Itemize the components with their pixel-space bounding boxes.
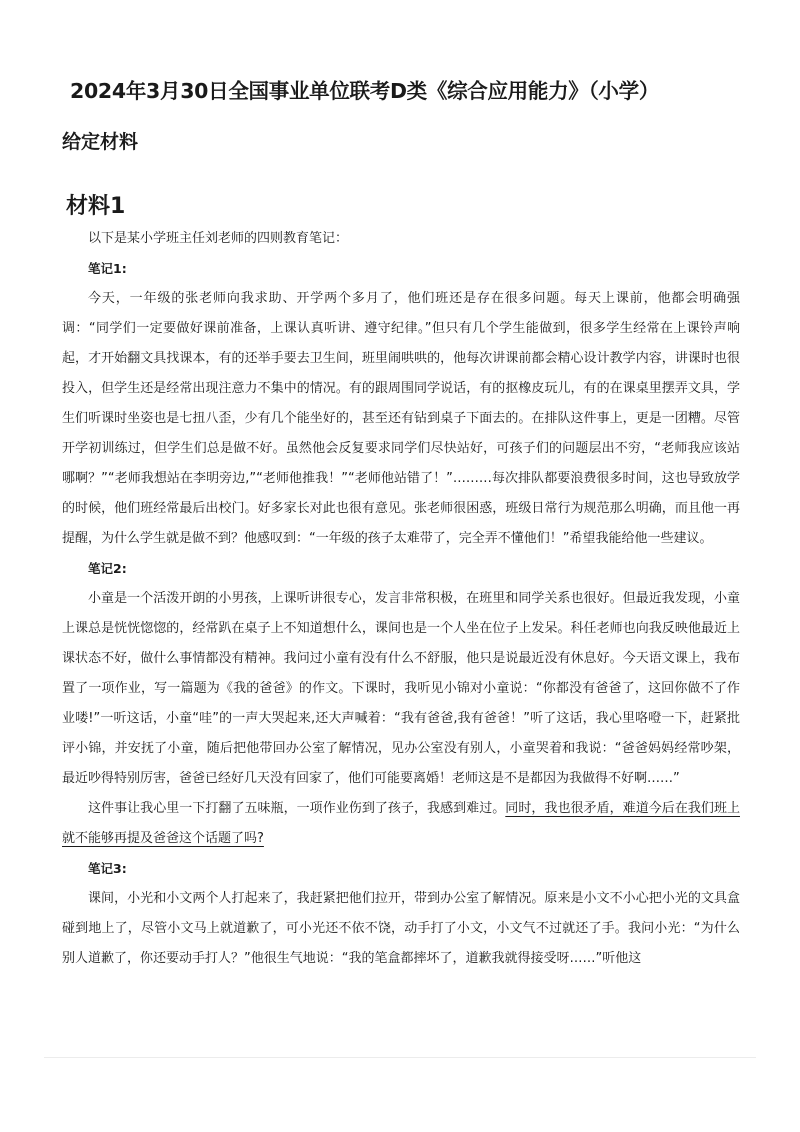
page-bottom-divider — [44, 1057, 756, 1058]
note2-paragraph-1: 小童是一个活泼开朗的小男孩，上课听讲很专心，发言非常积极，在班里和同学关系也很好。但最近我发现，小童上课总是恍恍惚惚的，经常趴在桌子上不知道想什么，课间也是一个人坐在位子上发呆。科任老师也向我反映他最近上课状态不好，做什么事情都没有精神。我问过小童有没有什么不舒服，他只是说最近没有休息好。今天语文课上，我布置了一项作业，写一篇题为《我的爸爸》的作文。下课时，我听见小锦对小童说：“你都没有爸爸了，这回你做不了作业喽!”一听这话，小童“哇”的一声大哭起来,还大声喊着：“我有爸爸,我有爸爸！”听了这话，我心里咯噔一下，赶紧批评小锦，并安抚了小童，随后把他带回办公室了解情况，见办公室没有别人，小童哭着和我说：“爸爸妈妈经常吵架，最近吵得特别厉害，爸爸已经好几天没有回家了，他们可能要离婚！老师这是不是都因为我做得不好啊……” — [62, 591, 740, 786]
intro-paragraph: 以下是某小学班主任刘老师的四则教育笔记： — [88, 231, 349, 246]
note3-paragraph: 课间，小光和小文两个人打起来了，我赶紧把他们拉开，带到办公室了解情况。原来是小文不小心把小光的文具盒碰到地上了，尽管小文马上就道歉了，可小光还不依不饶，动手打了小文，小文气不过就还了手。我问小光：“为什么别人道歉了，你还要动手打人？”他很生气地说：“我的笔盒都摔坏了，道歉我就得接受呀……”听他这 — [62, 891, 740, 966]
document-body — [62, 224, 740, 974]
section-heading: 给定材料 — [62, 131, 139, 153]
document-title: 2024年3月30日全国事业单位联考D类《综合应用能力》（小学） — [70, 79, 660, 103]
note2-paragraph-2-text: 这件事让我心里一下打翻了五味瓶，一项作业伤到了孩子，我感到难过。 — [88, 801, 506, 816]
note2-paragraph-2 — [62, 794, 740, 854]
note2-label: 笔记2: — [88, 561, 127, 576]
material-heading: 材料1 — [66, 194, 126, 219]
note2-underlined-question: 同时，我也很矛盾，难道今后在我们班上就不能够再提及爸爸这个话题了吗? — [62, 801, 740, 846]
note1-label: 笔记1: — [88, 261, 127, 276]
note1-paragraph: 今天，一年级的张老师向我求助、开学两个多月了，他们班还是存在很多问题。每天上课前，他都会明确强调：“同学们一定要做好课前准备，上课认真听讲、遵守纪律。”但只有几个学生能做到，很多学生经常在上课铃声响起，才开始翻文具找课本，有的还举手要去卫生间，班里闹哄哄的，他每次讲课前都会精心设计教学内容，讲课时也很投入，但学生还是经常出现注意力不集中的情况。有的跟周围同学说话，有的抠橡皮玩儿，有的在课桌里摆弄文具，学生们听课时坐姿也是七扭八歪，少有几个能坐好的，甚至还有钻到桌子下面去的。在排队这件事上，更是一团糟。尽管开学初训练过，但学生们总是做不好。虽然他会反复要求同学们尽快站好，可孩子们的问题层出不穷，“老师我应该站哪啊？”“老师我想站在李明旁边,”“老师他推我！”“老师他站错了！”………每次排队都要浪费很多时间，这也导致放学的时候，他们班经常最后出校门。好多家长对此也很有意见。张老师很困惑，班级日常行为规范那么明确，而且他一再提醒，为什么学生就是做不到？他感叹到：“一年级的孩子太难带了，完全弄不懂他们！”希望我能给他一些建议。 — [62, 291, 740, 546]
note3-label: 笔记3: — [88, 861, 127, 876]
